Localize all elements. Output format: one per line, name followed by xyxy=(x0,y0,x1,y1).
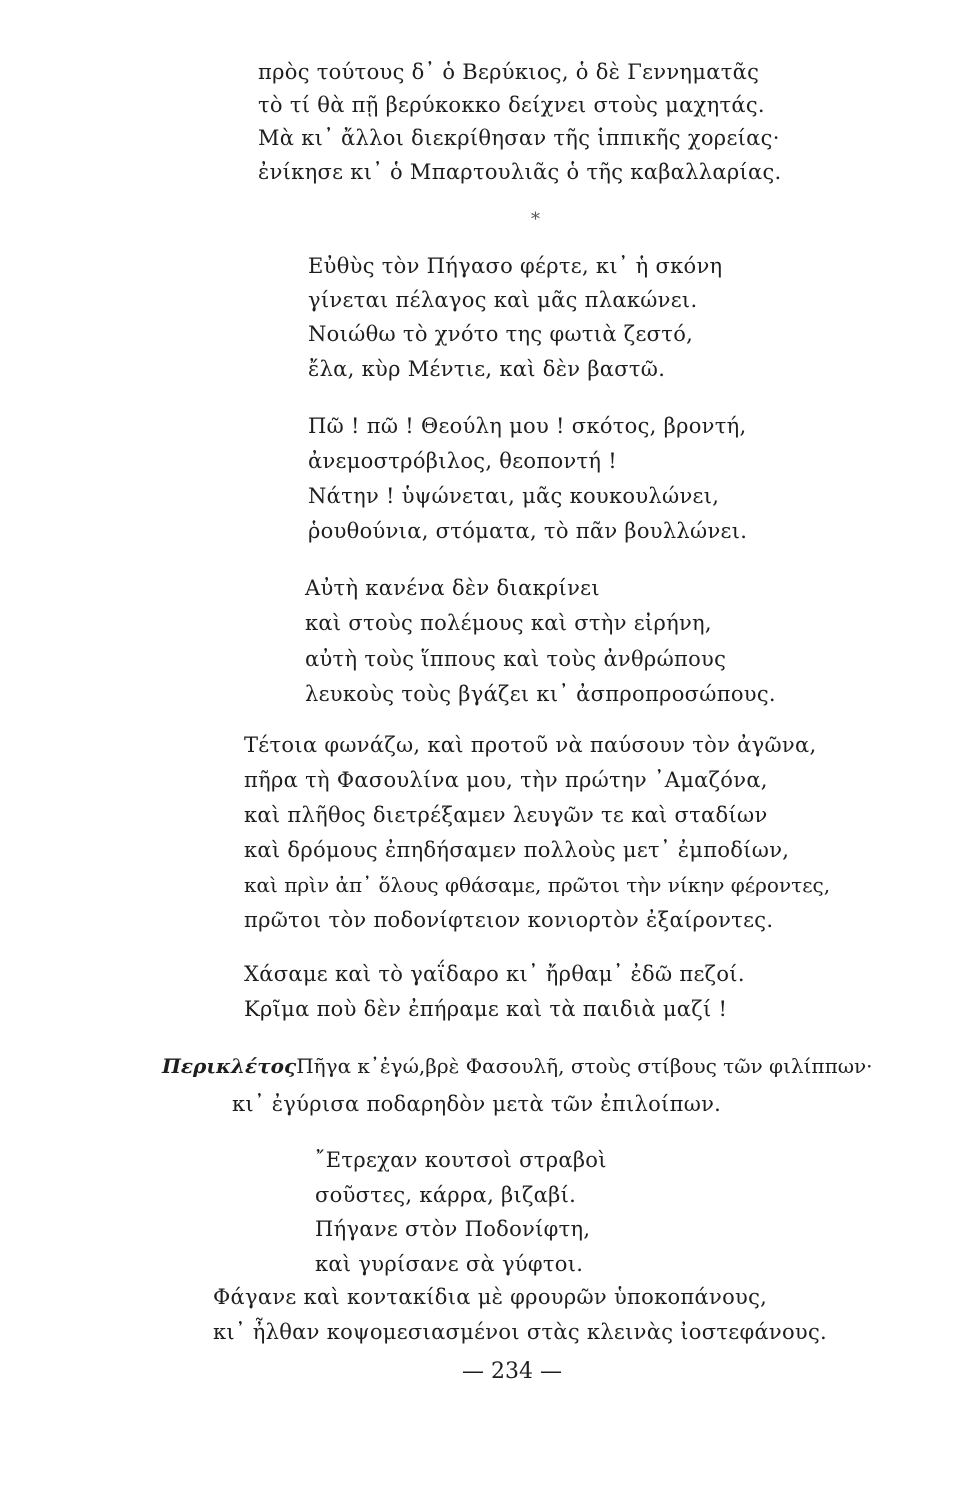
poem-line: πρὸς τούτους δ᾽ ὁ Βερύκιος, ὁ δὲ Γεννηματᾶς xyxy=(258,60,760,84)
poem-line: πῆρα τὴ Φασουλίνα μου, τὴν πρώτην ᾿Αμαζόνα, xyxy=(244,768,768,792)
speaker-name: Περικλέτος xyxy=(162,1054,297,1078)
poem-line: καὶ πρὶν ἀπ᾽ ὅλους φθάσαμε, πρῶτοι τὴν νίκην φέροντες, xyxy=(244,873,831,897)
poem-line: Εὐθὺς τὸν Πήγασο φέρτε, κι᾽ ἡ σκόνη xyxy=(308,254,723,278)
poem-line: καὶ πλῆθος διετρέξαμεν λευγῶν τε καὶ σταδίων xyxy=(244,803,768,827)
speech-line xyxy=(162,1052,873,1080)
poem-line: καὶ δρόμους ἐπηδήσαμεν πολλοὺς μετ᾽ ἐμποδίων, xyxy=(244,838,790,862)
poem-line: καὶ γυρίσανε σὰ γύφτοι. xyxy=(315,1252,584,1276)
speech-line: κι᾽ ἐγύρισα ποδαρηδὸν μετὰ τῶν ἐπιλοίπων. xyxy=(232,1092,722,1116)
poem-line: τὸ τί θὰ πῇ βερύκοκκο δείχνει στοὺς μαχητάς. xyxy=(258,93,765,117)
poem-line: Νάτην ! ὑψώνεται, μᾶς κουκουλώνει, xyxy=(308,484,720,508)
poem-line: ἔλα, κὺρ Μέντιε, καὶ δὲν βαστῶ. xyxy=(308,357,666,381)
poem-line: κι᾽ ἦλθαν κοψομεσιασμένοι στὰς κλεινὰς ἰοστεφάνους. xyxy=(213,1320,828,1344)
poem-line: καὶ στοὺς πολέμους καὶ στὴν εἰρήνη, xyxy=(305,611,712,635)
poem-line: λευκοὺς τοὺς βγάζει κι᾽ ἀσπροπροσώπους. xyxy=(305,682,776,706)
poem-line: Μὰ κι᾽ ἄλλοι διεκρίθησαν τῆς ἱππικῆς χορείας· xyxy=(258,126,780,150)
speech-text: Πῆγα κ᾽ἐγώ,βρὲ Φασουλῆ, στοὺς στίβους τῶν φιλίππων· xyxy=(296,1054,873,1078)
poem-line: γίνεται πέλαγος καὶ μᾶς πλακώνει. xyxy=(308,288,698,312)
poem-line: Νοιώθω τὸ χνότο της φωτιὰ ζεστό, xyxy=(308,322,694,346)
poem-line: Αὐτὴ κανένα δὲν διακρίνει xyxy=(305,576,600,600)
poem-line: πρῶτοι τὸν ποδονίφτειον κονιορτὸν ἐξαίροντες. xyxy=(244,908,774,932)
poem-line: Πῶ ! πῶ ! Θεούλη μου ! σκότος, βροντή, xyxy=(308,414,747,438)
poem-line: Τέτοια φωνάζω, καὶ προτοῦ νὰ παύσουν τὸν ἀγῶνα, xyxy=(244,733,817,757)
poem-line: σοῦστες, κάρρα, βιζαβί. xyxy=(315,1183,577,1207)
poem-line: Φάγανε καὶ κοντακίδια μὲ φρουρῶν ὑποκοπάνους, xyxy=(213,1285,768,1309)
poem-line: ἀνεμοστρόβιλος, θεοποντή ! xyxy=(308,449,617,473)
poem-line: ῎Ετρεχαν κουτσοὶ στραβοὶ xyxy=(315,1148,607,1172)
poem-line: αὐτὴ τοὺς ἵππους καὶ τοὺς ἀνθρώπους xyxy=(305,647,727,671)
section-separator: * xyxy=(531,209,540,230)
poem-line: Πήγανε στὸν Ποδονίφτη, xyxy=(315,1217,591,1241)
poem-line: Χάσαμε καὶ τὸ γαΐδαρο κι᾽ ἤρθαμ᾽ ἐδῶ πεζοί. xyxy=(244,962,745,986)
poem-line: ἐνίκησε κι᾽ ὁ Μπαρτουλιᾶς ὁ τῆς καβαλλαρίας. xyxy=(258,160,782,184)
page-number: — 234 — xyxy=(462,1359,562,1384)
poem-line: ῥουθούνια, στόματα, τὸ πᾶν βουλλώνει. xyxy=(308,519,748,543)
poem-line: Κρῖμα ποὺ δὲν ἐπήραμε καὶ τὰ παιδιὰ μαζί ! xyxy=(244,997,728,1021)
